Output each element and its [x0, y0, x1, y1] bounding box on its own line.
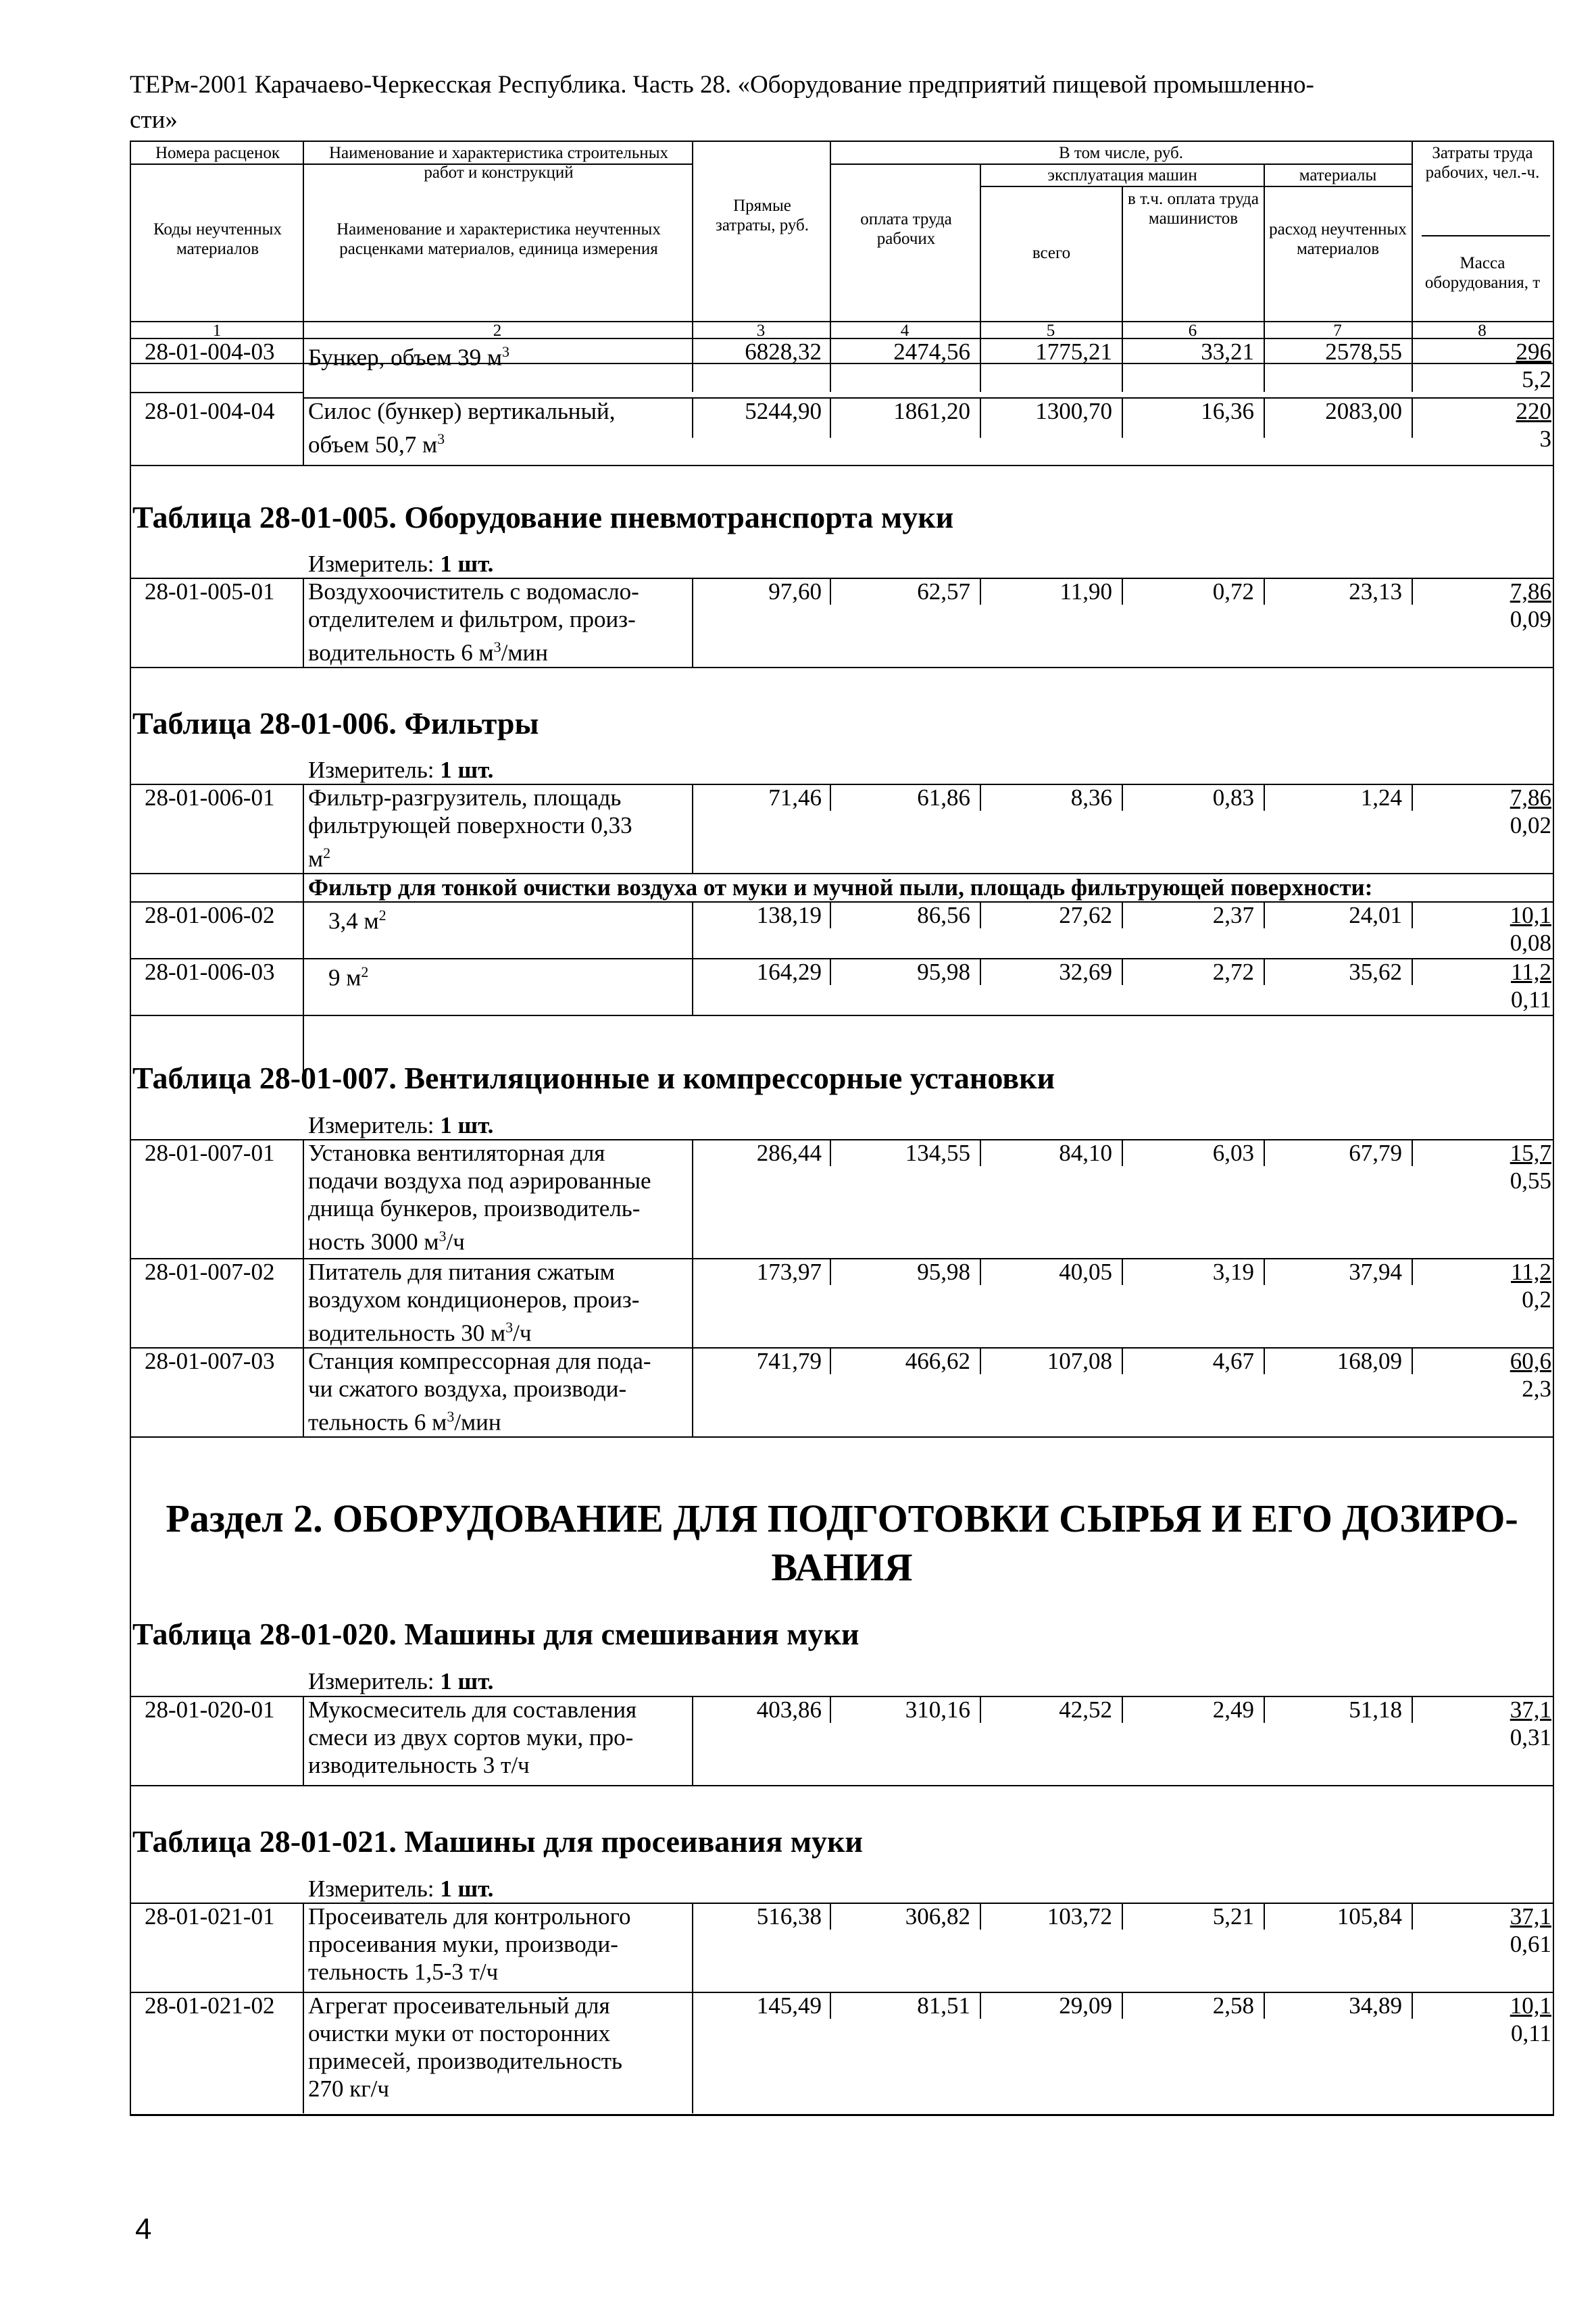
grid-line — [131, 392, 303, 393]
rate-name: Установка вентиляторная для подачи воздуха под аэрированные днища бункеров, производитель- ность 3000 $м^3/ч$ — [308, 1140, 651, 1255]
rate-name: Питатель для питания сжатым воздухом кондиционеров, произ- водительность 30 $м^3/ч$ — [308, 1259, 640, 1347]
rate-code: 28-01-007-03 — [145, 1348, 275, 1374]
col-labor: Затраты труда рабочих, чел.-ч. — [1425, 144, 1540, 182]
grid-line — [1422, 235, 1550, 236]
section-title: Раздел 2. ОБОРУДОВАНИЕ ДЛЯ ПОДГОТОВКИ СЫРЬЯ И ЕГО ДОЗИРО- ВАНИЯ — [166, 1496, 1518, 1589]
direct-costs: 164,29 — [756, 959, 822, 985]
rate-name: 3,4 $м^2$ — [328, 907, 386, 934]
machinist-pay: 6,03 — [1212, 1140, 1254, 1166]
grid-line — [131, 1785, 1553, 1786]
table-title: Таблица 28-01-006. Фильтры — [132, 706, 539, 740]
materials: 51,18 — [1349, 1696, 1402, 1723]
col-materials: материалы — [1299, 166, 1377, 184]
labor-mass: 10,1 0,08 — [1510, 902, 1551, 956]
machine-total: 11,90 — [1059, 578, 1112, 605]
machinist-pay: 5,21 — [1212, 1903, 1254, 1930]
measure-label: Измеритель: 1 шт. — [308, 1668, 494, 1694]
direct-costs: 741,79 — [756, 1348, 822, 1374]
grid-line — [830, 164, 1412, 165]
table-title: Таблица 28-01-005. Оборудование пневмотранспорта муки — [132, 500, 954, 534]
table-title: Таблица 28-01-007. Вентиляционные и компрессорные установки — [132, 1061, 1055, 1095]
machinist-pay: 4,67 — [1212, 1348, 1254, 1374]
machine-total: 103,72 — [1047, 1903, 1112, 1930]
col-number: 7 — [1333, 322, 1342, 340]
machinist-pay: 2,37 — [1212, 902, 1254, 928]
col-number: 6 — [1188, 322, 1197, 340]
labor-pay: 1861,20 — [893, 398, 970, 424]
rate-code: 28-01-021-01 — [145, 1903, 275, 1930]
direct-costs: 5244,90 — [745, 398, 822, 424]
labor-pay: 81,51 — [917, 1992, 970, 2019]
labor-pay: 2474,56 — [893, 338, 970, 365]
labor-mass: 15,7 0,55 — [1510, 1140, 1551, 1194]
labor-pay: 134,55 — [905, 1140, 970, 1166]
rate-code: 28-01-021-02 — [145, 1992, 275, 2019]
machine-total: 42,52 — [1059, 1696, 1112, 1723]
rate-name: Воздухоочиститель с водомасло- отделителем и фильтром, произ- водительность 6 $м^3$/мин — [308, 578, 639, 666]
page-number: 4 — [135, 2213, 152, 2246]
machinist-pay: 2,72 — [1212, 959, 1254, 985]
labor-pay: 62,57 — [917, 578, 970, 605]
rate-name: Станция компрессорная для пода- чи сжатого воздуха, производи- тельность 6 $м^3$/мин — [308, 1348, 651, 1436]
machine-total: 27,62 — [1059, 902, 1112, 928]
machine-total: 40,05 — [1059, 1259, 1112, 1285]
table-title: Таблица 28-01-020. Машины для смешивания муки — [132, 1617, 859, 1651]
labor-mass: 220 3 — [1516, 398, 1551, 452]
grid-line — [303, 784, 304, 1078]
rate-name: 9 $м^2$ — [328, 963, 369, 991]
grid-line — [1264, 164, 1265, 338]
header-title: ТЕРм-2001 Карачаево-Черкесская Республика. Часть 28. «Оборудование предприятий пищевой промышленно- — [130, 71, 1314, 99]
measure-label: Измеритель: 1 шт. — [308, 757, 494, 783]
col-number: 2 — [493, 322, 502, 340]
machinist-pay: 33,21 — [1201, 338, 1254, 365]
machine-total: 29,09 — [1059, 1992, 1112, 2019]
direct-costs: 145,49 — [756, 1992, 822, 2019]
labor-pay: 95,98 — [917, 959, 970, 985]
machinist-pay: 3,19 — [1212, 1259, 1254, 1285]
grid-line — [980, 164, 981, 338]
materials: 34,89 — [1349, 1992, 1402, 2019]
labor-pay: 306,82 — [905, 1903, 970, 1930]
col-number: 4 — [900, 322, 909, 340]
rate-name: Просеиватель для контрольного просеивания муки, производи- тельность 1,5-3 т/ч — [308, 1903, 631, 1985]
grid-line — [303, 338, 304, 466]
rate-code: 28-01-004-03 — [145, 338, 275, 365]
machine-total: 107,08 — [1047, 1348, 1112, 1374]
rate-code: 28-01-006-01 — [145, 784, 275, 811]
rate-code: 28-01-004-04 — [145, 398, 275, 424]
grid-line — [131, 667, 1553, 668]
rate-name: Силос (бункер) вертикальный, объем 50,7 $м^3$ — [308, 398, 616, 458]
rates-table — [130, 141, 1554, 2116]
labor-mass: 60,6 2,3 — [1510, 1348, 1551, 1402]
labor-mass: 7,86 0,02 — [1510, 784, 1551, 838]
rate-name: Мукосмеситель для составления смеси из двух сортов муки, про- изводительность 3 т/ч — [308, 1696, 637, 1778]
machinist-pay: 2,58 — [1212, 1992, 1254, 2019]
grid-line — [303, 1696, 304, 1785]
rate-code: 28-01-006-03 — [145, 959, 275, 985]
col-incl-pay: в т.ч. оплата труда машинистов — [1128, 190, 1259, 228]
col-total: всего — [1032, 244, 1071, 262]
grid-line — [692, 1139, 693, 1436]
col-incl: В том числе, руб. — [1058, 144, 1184, 162]
col-number: 1 — [212, 322, 222, 340]
materials: 1,24 — [1360, 784, 1402, 811]
grid-line — [1122, 186, 1123, 338]
labor-pay: 95,98 — [917, 1259, 970, 1285]
measure-label: Измеритель: 1 шт. — [308, 1876, 494, 1902]
machinist-pay: 2,49 — [1212, 1696, 1254, 1723]
grid-line — [1412, 142, 1413, 338]
direct-costs: 286,44 — [756, 1140, 822, 1166]
direct-costs: 403,86 — [756, 1696, 822, 1723]
grid-line — [303, 142, 304, 338]
col-number: 8 — [1478, 322, 1487, 340]
materials: 37,94 — [1349, 1259, 1402, 1285]
labor-mass: 296 5,2 — [1516, 338, 1551, 393]
labor-mass: 10,1 0,11 — [1510, 1992, 1551, 2046]
grid-line — [830, 142, 831, 338]
rate-name: Бункер, объем 39 $м^3$ — [308, 343, 509, 371]
grid-line — [303, 1903, 304, 2113]
labor-mass: 37,1 0,61 — [1510, 1903, 1551, 1957]
rate-name: Агрегат просеивательный для очистки муки от посторонних примесей, производительность 270 кг/ч — [308, 1992, 622, 2102]
rate-name: Фильтр-разгрузитель, площадь фильтрующей поверхности 0,33 $м^2$ — [308, 784, 632, 872]
header-title-cont: сти» — [130, 106, 178, 134]
machinist-pay: 0,83 — [1212, 784, 1254, 811]
grid-line — [692, 142, 693, 338]
machinist-pay: 0,72 — [1212, 578, 1254, 605]
machine-total: 8,36 — [1070, 784, 1112, 811]
rate-code: 28-01-007-01 — [145, 1140, 275, 1166]
grid-line — [131, 1436, 1553, 1438]
direct-costs: 516,38 — [756, 1903, 822, 1930]
machine-total: 84,10 — [1059, 1140, 1112, 1166]
labor-pay: 86,56 — [917, 902, 970, 928]
materials: 35,62 — [1349, 959, 1402, 985]
grid-line — [131, 1015, 1553, 1016]
direct-costs: 71,46 — [768, 784, 822, 811]
col-number: 5 — [1046, 322, 1055, 340]
rate-code: 28-01-005-01 — [145, 578, 275, 605]
machine-total: 1775,21 — [1035, 338, 1112, 365]
col-direct-costs: Прямые затраты, руб. — [715, 197, 809, 234]
measure-label: Измеритель: 1 шт. — [308, 1112, 494, 1138]
materials: 105,84 — [1337, 1903, 1402, 1930]
col-pay: оплата труда рабочих — [860, 210, 952, 248]
materials: 168,09 — [1337, 1348, 1402, 1374]
grid-line — [303, 578, 304, 667]
direct-costs: 6828,32 — [745, 338, 822, 365]
col-mass: Масса оборудования, т — [1424, 254, 1541, 292]
machine-total: 1300,70 — [1035, 398, 1112, 424]
machinist-pay: 16,36 — [1201, 398, 1254, 424]
col-work-name: Наименование и характеристика строительных работ и конструкций — [328, 144, 668, 182]
grid-line — [131, 164, 303, 165]
col-material-spend: расход неучтенных материалов — [1269, 220, 1407, 258]
materials: 24,01 — [1349, 902, 1402, 928]
materials: 67,79 — [1349, 1140, 1402, 1166]
table-title: Таблица 28-01-021. Машины для просеивания муки — [132, 1824, 864, 1859]
grid-line — [303, 1139, 304, 1436]
labor-pay: 466,62 — [905, 1348, 970, 1374]
rate-code: 28-01-007-02 — [145, 1259, 275, 1285]
page-header — [130, 68, 1481, 138]
col-number: 3 — [756, 322, 766, 340]
grid-line — [131, 465, 1553, 466]
col-material-codes: Коды неучтенных материалов — [153, 220, 282, 258]
machine-total: 32,69 — [1059, 959, 1112, 985]
direct-costs: 97,60 — [768, 578, 822, 605]
rate-code: 28-01-006-02 — [145, 902, 275, 928]
col-rate-numbers: Номера расценок — [155, 144, 280, 162]
labor-mass: 11,2 0,2 — [1511, 1259, 1551, 1313]
col-machine-ops: эксплуатация машин — [1047, 166, 1197, 184]
labor-mass: 37,1 0,31 — [1510, 1696, 1551, 1751]
labor-pay: 310,16 — [905, 1696, 970, 1723]
rate-code: 28-01-020-01 — [145, 1696, 275, 1723]
filter-group-label: Фильтр для тонкой очистки воздуха от муки и мучной пыли, площадь фильтрующей поверхности: — [308, 874, 1373, 901]
labor-pay: 61,86 — [917, 784, 970, 811]
labor-mass: 11,2 0,11 — [1511, 959, 1551, 1013]
col-material-name: Наименование и характеристика неучтенных расценками материалов, единица измерения — [336, 220, 661, 258]
labor-mass: 7,86 0,09 — [1510, 578, 1551, 632]
measure-label: Измеритель: 1 шт. — [308, 551, 494, 577]
direct-costs: 138,19 — [756, 902, 822, 928]
direct-costs: 173,97 — [756, 1259, 822, 1285]
materials: 23,13 — [1349, 578, 1402, 605]
materials: 2083,00 — [1325, 398, 1402, 424]
materials: 2578,55 — [1325, 338, 1402, 365]
grid-line — [980, 186, 1412, 187]
